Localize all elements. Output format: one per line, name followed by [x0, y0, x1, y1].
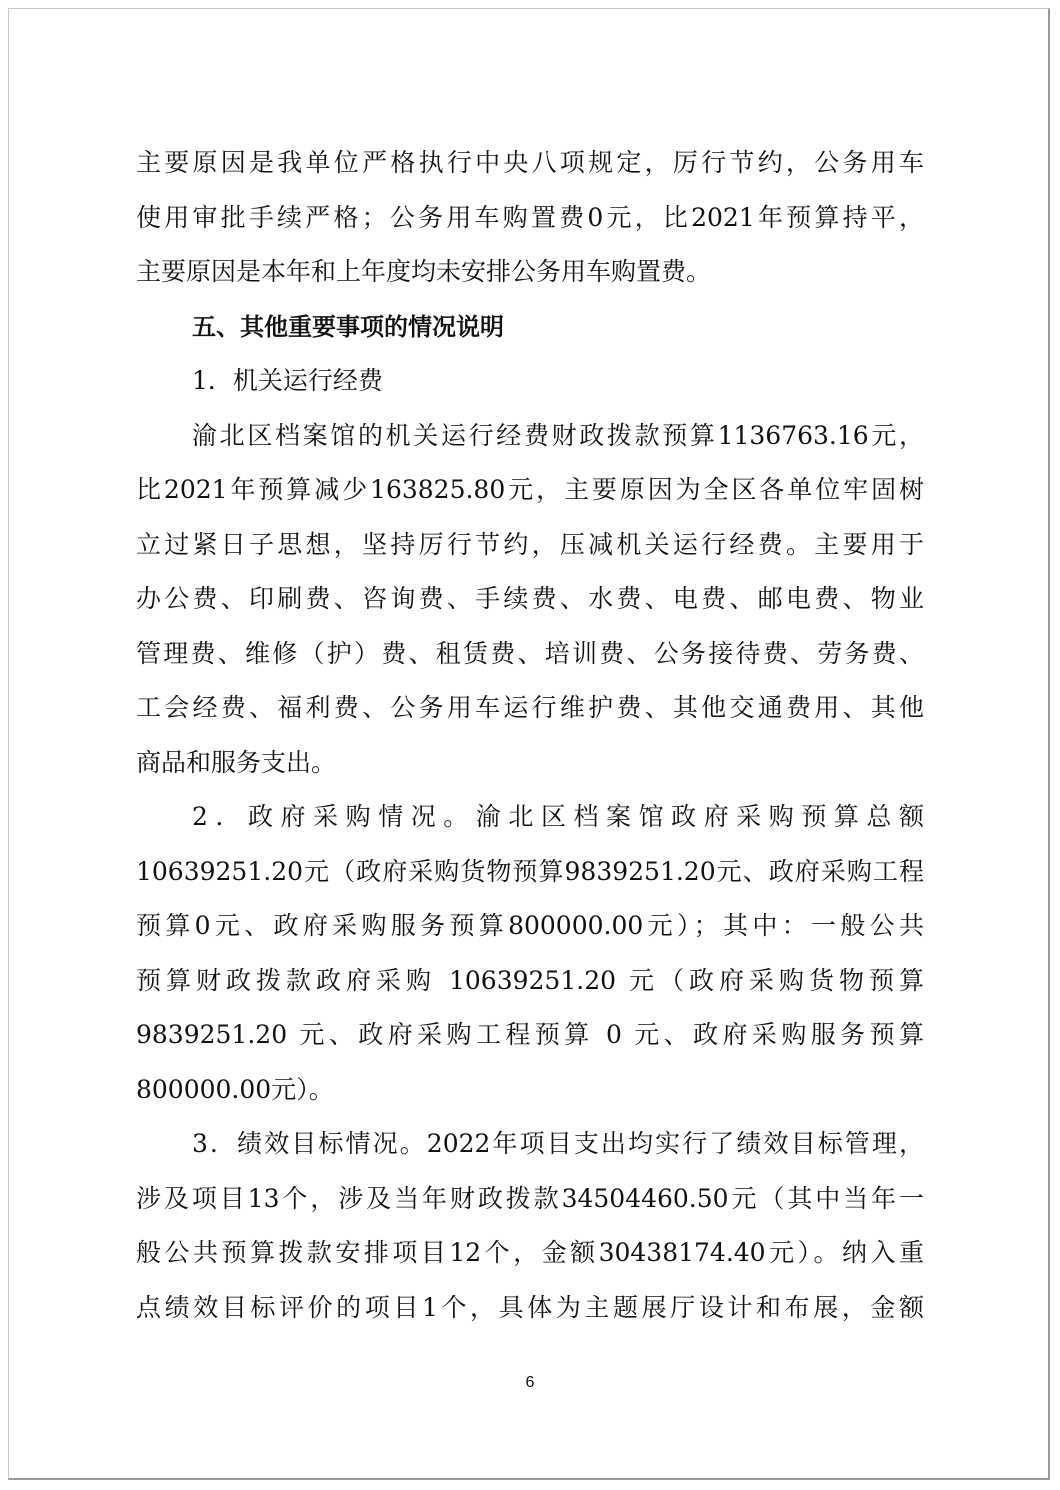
section-heading: 五、其他重要事项的情况说明: [192, 312, 504, 341]
paragraph-line: 主要原因是我单位严格执行中央八项规定，厉行节约，公务用车: [136, 148, 924, 177]
paragraph-line: 9839251.20 元、政府采购工程预算 0 元、政府采购服务预算: [136, 1020, 924, 1049]
paragraph-line: 商品和服务支出。: [136, 747, 337, 777]
paragraph-line: 工会经费、福利费、公务用车运行维护费、其他交通费用、其他: [136, 693, 924, 722]
paragraph-line: 主要原因是本年和上年度均未安排公务用车购置费。: [136, 257, 712, 286]
paragraph-line: 般公共预算拨款安排项目12个，金额30438174.40元）。纳入重: [136, 1238, 924, 1267]
paragraph-line: 涉及项目13个，涉及当年财政拨款34504460.50元（其中当年一: [136, 1183, 924, 1213]
paragraph-line: 2．政府采购情况。渝北区档案馆政府采购预算总额: [192, 802, 924, 831]
paragraph-line: 使用审批手续严格；公务用车购置费0元，比2021年预算持平，: [136, 202, 924, 232]
paragraph-line: 比2021年预算减少163825.80元，主要原因为全区各单位牢固树: [136, 475, 924, 504]
paragraph-line: 立过紧日子思想，坚持厉行节约，压减机关运行经费。主要用于: [136, 529, 924, 559]
paragraph-line: 预算财政拨款政府采购 10639251.20 元（政府采购货物预算: [136, 965, 924, 995]
paragraph-line: 点绩效目标评价的项目1个，具体为主题展厅设计和布展，金额: [136, 1292, 924, 1322]
subsection-heading: 1．机关运行经费: [192, 366, 383, 395]
paragraph-line: 10639251.20元（政府采购货物预算9839251.20元、政府采购工程: [136, 856, 924, 886]
document-body: [136, 136, 924, 1335]
paragraph-line: 3．绩效目标情况。2022年项目支出均实行了绩效目标管理，: [192, 1129, 924, 1158]
paragraph-line: 预算0元、政府采购服务预算800000.00元）；其中：一般公共: [136, 911, 924, 940]
paragraph-line: 渝北区档案馆的机关运行经费财政拨款预算1136763.16元，: [192, 420, 924, 450]
page-number: 6: [525, 1374, 535, 1391]
paragraph-line: 办公费、印刷费、咨询费、手续费、水费、电费、邮电费、物业: [136, 584, 924, 613]
paragraph-line: 800000.00元）。: [136, 1074, 334, 1104]
paragraph-line: 管理费、维修（护）费、租赁费、培训费、公务接待费、劳务费、: [136, 638, 924, 668]
